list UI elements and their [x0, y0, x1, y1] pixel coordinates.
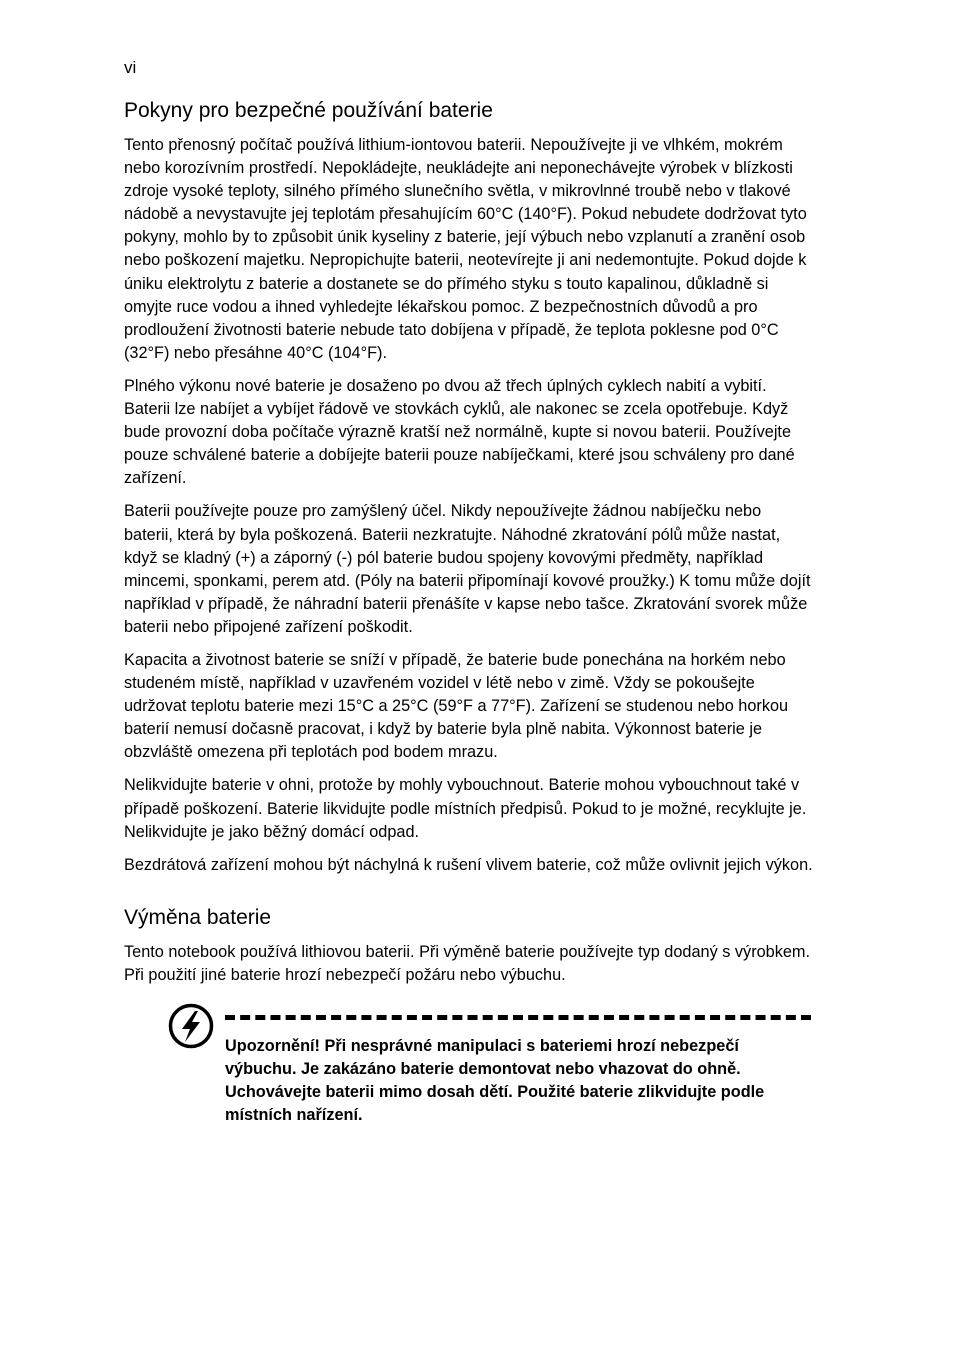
- paragraph: Kapacita a životnost baterie se sníží v případě, že baterie bude ponechána na horkém nebo studeném místě, například v uzavřeném vozidel v létě nebo v zimě. Vždy se pokoušejte udržovat teplotu baterie mezi 15°C a 25°C (59°F a 77°F). Zařízení se studenou nebo horkou baterií nemusí dočasně pracovat, i když by baterie byla plně nabita. Výkonnost baterie je obzvláště omezena při teplotách pod bodem mrazu.: [124, 650, 789, 762]
- paragraph: Tento přenosný počítač používá lithium-iontovou baterii. Nepoužívejte ji ve vlhkém, mokrém nebo korozívním prostředí. Nepokládejte, neukládejte ani neponechávejte výrobek v blízkosti zdroje vysoké teploty, silného přímého slunečního světla, v mikrovlnné troubě nebo v tlakové nádobě a nevystavujte jej teplotám přesahujícím 60°C (140°F). Pokud nebudete dodržovat tyto pokyny, mohlo by to způsobit únik kyseliny z baterie, její výbuch nebo vzplanutí a zranění osob nebo poškození majetku. Nepropichujte baterii, neotevírejte ji ani nedemontujte. Pokud dojde k úniku elektrolytu z baterie a dostanete se do přímého styku s touto kapalinou, důkladně si omyjte ruce vodou a ihned vyhledejte lékařskou pomoc. Z bezpečnostních důvodů a pro prodloužení životnosti baterie nebude tato dobíjena v případě, že teplota poklesne pod 0°C (32°F) nebo přesáhne 40°C (104°F).: [124, 136, 807, 362]
- lightning-warning-icon: [168, 1003, 214, 1049]
- section-heading-battery-replacement: Výměna baterie: [124, 905, 272, 929]
- section-heading-battery-safety: Pokyny pro bezpečné používání baterie: [124, 99, 493, 122]
- paragraph: Plného výkonu nové baterie je dosaženo po dvou až třech úplných cyklech nabití a vybití. Baterii lze nabíjet a vybíjet řádově ve stovkách cyklů, ale nakonec se zcela opotřebuje. Když bude provozní doba počítače výrazně kratší než normálně, kupte si novou baterii. Používejte pouze schválené baterie a dobíjejte baterii pouze nabíječkami, které jsou schváleny pro dané zařízení.: [124, 376, 795, 488]
- warning-divider: [225, 1015, 811, 1020]
- paragraph: Bezdrátová zařízení mohou být náchylná k rušení vlivem baterie, což může ovlivnit jejich výkon.: [124, 855, 813, 874]
- warning-text: Upozornění! Při nesprávné manipulaci s bateriemi hrozí nebezpečí výbuchu. Je zakázáno baterie demontovat nebo vhazovat do ohně. Uchovávejte baterii mimo dosah dětí. Použité baterie zlikvidujte podle místních nařízení.: [225, 1037, 765, 1125]
- paragraph: Baterii používejte pouze pro zamýšlený účel. Nikdy nepoužívejte žádnou nabíječku nebo baterii, která by byla poškozená. Baterii nezkratujte. Náhodné zkratování pólů může nastat, když se kladný (+) a záporný (-) pól baterie budou spojeny kovovými předměty, například mincemi, sponkami, perem atd. (Póly na baterii připomínají kovové proužky.) K tomu může dojít například v případě, že náhradní baterii přenášíte v kapse nebo tašce. Zkratování svorek může baterii nebo připojené zařízení poškodit.: [124, 502, 811, 636]
- warning-box: [124, 999, 814, 1139]
- paragraph: Nelikvidujte baterie v ohni, protože by mohly vybouchnout. Baterie mohou vybouchnout také v případě poškození. Baterie likvidujte podle místních předpisů. Pokud to je možné, recyklujte je. Nelikvidujte je jako běžný domácí odpad.: [124, 776, 807, 841]
- page-number: vi: [124, 58, 137, 77]
- paragraph: Tento notebook používá lithiovou baterii. Při výměně baterie používejte typ dodaný s výrobkem. Při použití jiné baterie hrozí nebezpečí požáru nebo výbuchu.: [124, 942, 811, 984]
- document-body: [124, 98, 814, 1139]
